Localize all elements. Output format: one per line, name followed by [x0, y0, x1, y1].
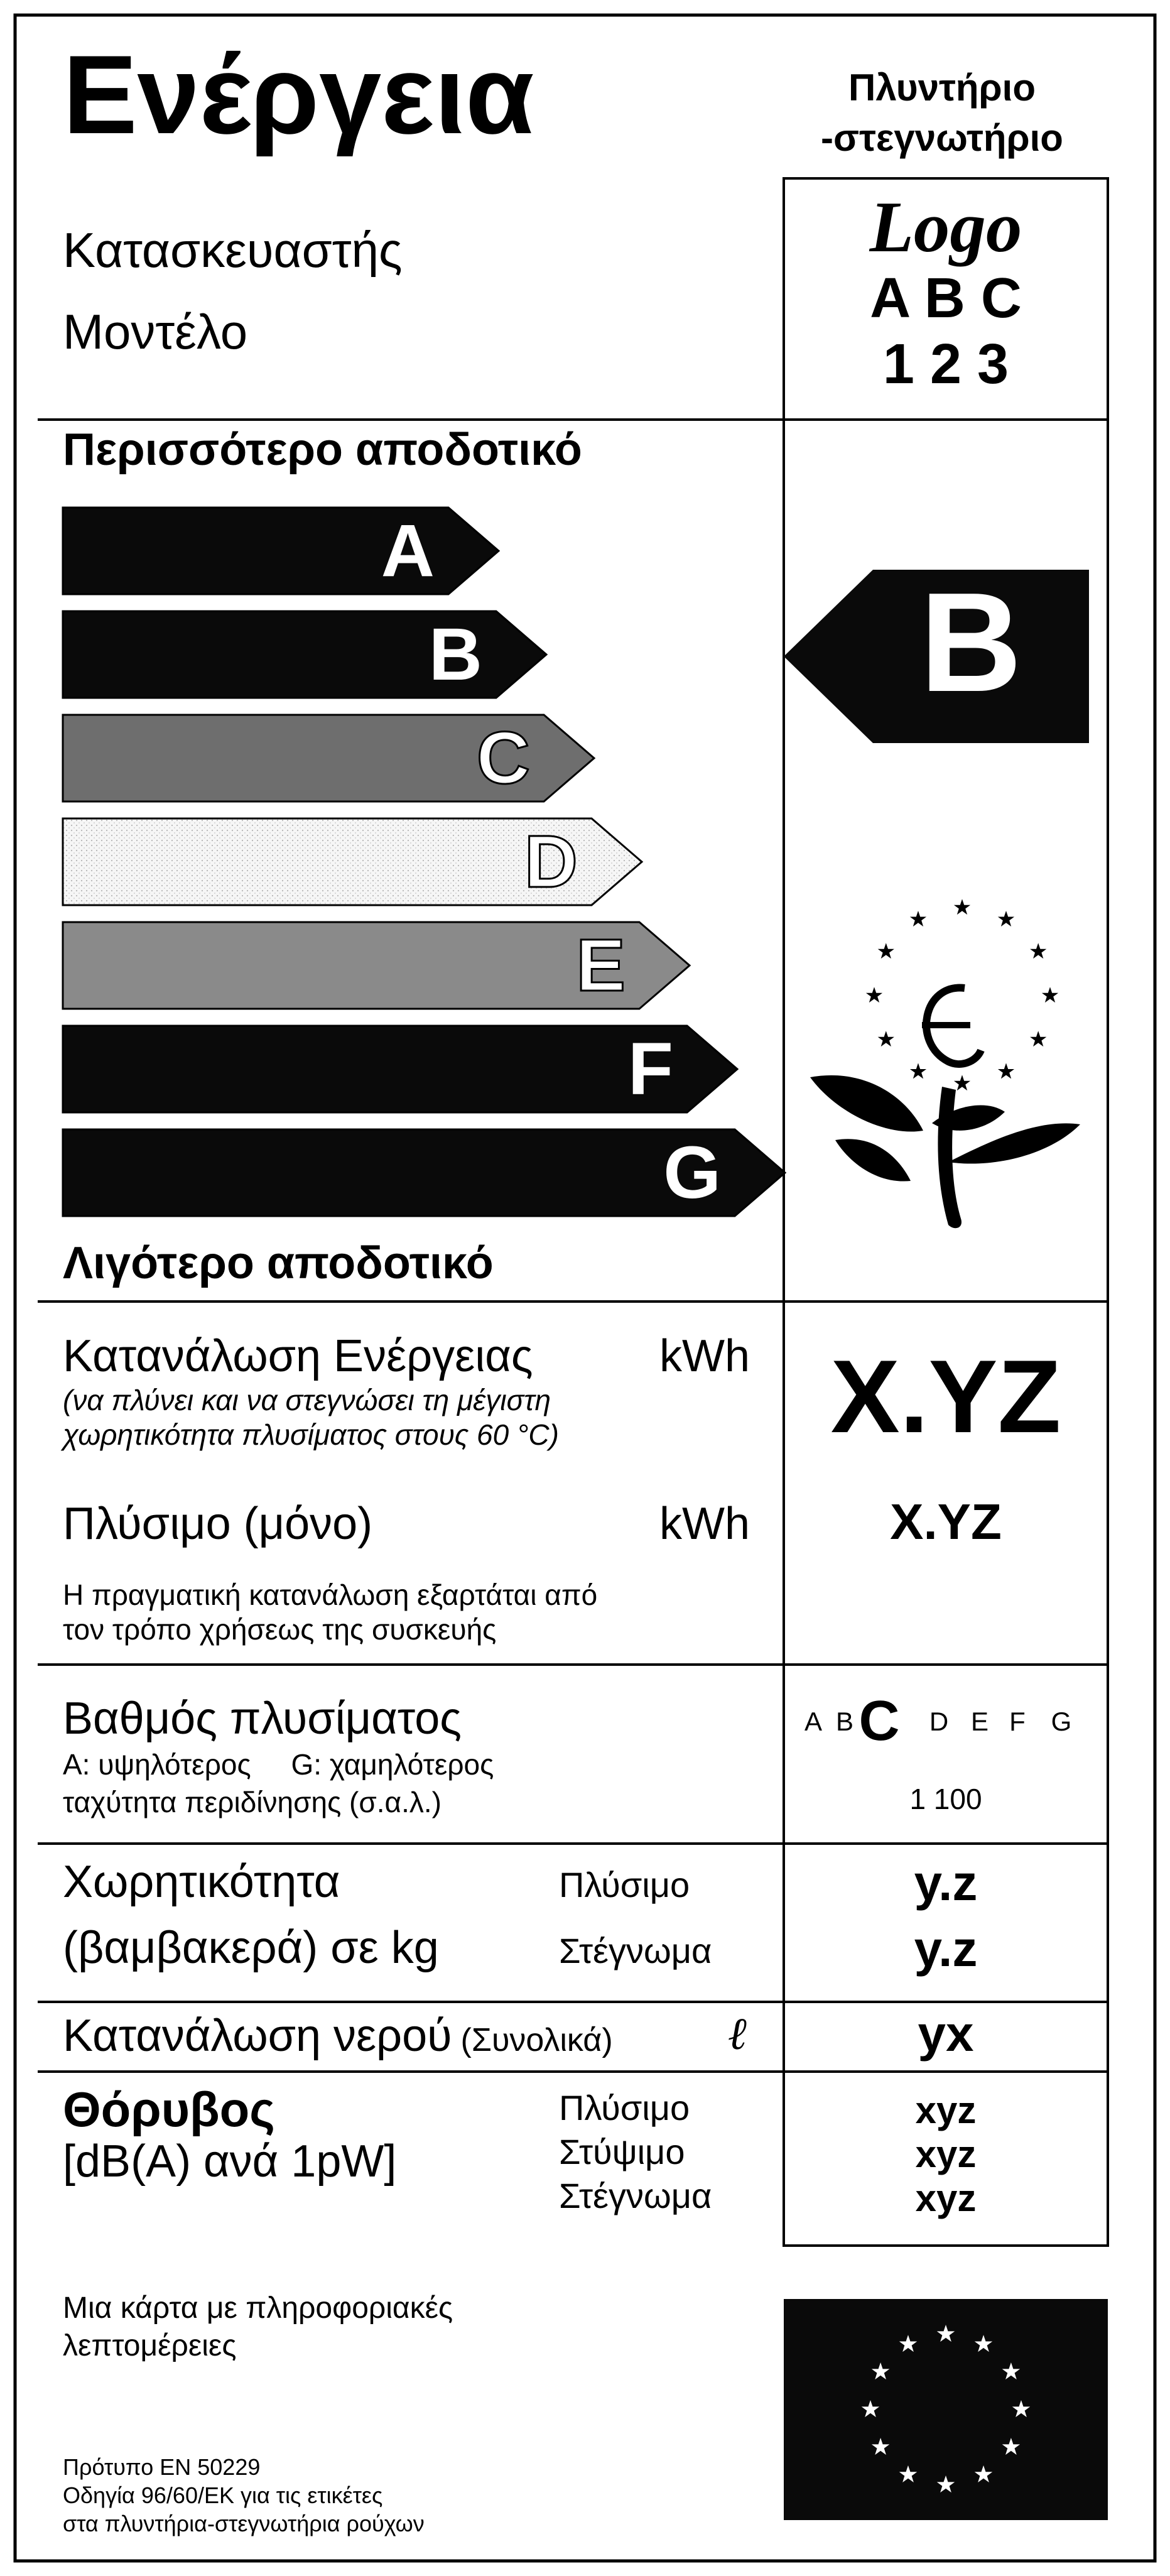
wash-grade-letter-c: C [859, 1690, 900, 1753]
water-label-text: Κατανάλωση νερού [63, 2011, 452, 2061]
logo-number: 1 2 3 [882, 333, 1009, 396]
noise-dry-value: xyz [915, 2177, 977, 2219]
wash-only-value: X.YZ [890, 1494, 1002, 1550]
wash-only-unit: kWh [659, 1499, 750, 1549]
capacity-dry-label: Στέγνωμα [559, 1931, 712, 1970]
eu-flag-icon [784, 2299, 1108, 2520]
noise-unit: [dB(A) ανά 1pW] [63, 2136, 397, 2187]
noise-spin-value: xyz [915, 2133, 977, 2175]
model-label: Μοντέλο [63, 304, 248, 359]
efficiency-class-letter-d: D [524, 820, 578, 903]
efficiency-class-letter-g: G [663, 1131, 721, 1214]
noise-wash-label: Πλύσιμο [559, 2088, 690, 2128]
wash-only-note-line2: τον τρόπο χρήσεως της συσκευής [63, 1613, 497, 1646]
efficiency-class-letter-f: F [627, 1028, 673, 1111]
wash-grade-scale: A: υψηλότερος G: χαμηλότερος [63, 1748, 494, 1781]
wash-grade-label: Βαθμός πλυσίματος [63, 1693, 462, 1744]
directive-line2: στα πλυντήρια-στεγνωτήρια ρούχων [63, 2511, 425, 2536]
noise-spin-label: Στύψιμο [559, 2132, 685, 2171]
wash-only-label: Πλύσιμο (μόνο) [63, 1499, 373, 1549]
efficiency-class-letter-a: A [381, 509, 435, 592]
wash-grade-letter-b: B [835, 1707, 854, 1736]
water-unit: ℓ [729, 2009, 748, 2059]
wash-only-note-line1: Η πραγματική κατανάλωση εξαρτάται από [63, 1579, 598, 1611]
info-sheet-line1: Μια κάρτα με πληροφοριακές [63, 2291, 453, 2325]
noise-dry-label: Στέγνωμα [559, 2176, 712, 2215]
wash-grade-letter-g: G [1051, 1707, 1072, 1736]
spin-speed-value: 1 100 [909, 1783, 982, 1815]
wash-grade-letter-f: F [1009, 1707, 1026, 1736]
water-consumption-value: yx [918, 2006, 974, 2062]
efficiency-class-letter-b: B [428, 613, 482, 696]
wash-grade-letter-d: D [929, 1707, 949, 1736]
energy-consumption-label: Κατανάλωση Ενέργειας [63, 1331, 533, 1381]
water-sublabel: (Συνολικά) [460, 2022, 613, 2058]
energy-note-line1: (να πλύνει και να στεγνώσει τη μέγιστη [63, 1384, 551, 1416]
wash-grade-letter-a: A [804, 1707, 823, 1736]
capacity-wash-label: Πλύσιμο [559, 1865, 690, 1905]
energy-note-line2: χωρητικότητα πλυσίματος στους 60 °C) [63, 1418, 559, 1451]
appliance-type-line2: -στεγνωτήριο [821, 117, 1063, 159]
efficiency-class-letter-e: E [576, 924, 626, 1007]
less-efficient-label: Λιγότερο αποδοτικό [63, 1238, 494, 1288]
manufacturer-label: Κατασκευαστής [63, 222, 403, 278]
capacity-label-line2: (βαμβακερά) σε kg [63, 1923, 439, 1973]
noise-wash-value: xyz [915, 2089, 977, 2131]
energy-unit: kWh [659, 1331, 750, 1381]
label-title: Ενέργεια [63, 32, 534, 157]
capacity-label-line1: Χωρητικότητα [63, 1857, 340, 1907]
logo-word: Logo [869, 187, 1022, 267]
logo-code: A B C [870, 267, 1022, 330]
wash-grade-letter-e: E [970, 1707, 989, 1736]
standard-reference: Πρότυπο EN 50229 [63, 2454, 261, 2480]
capacity-dry-value: y.z [914, 1921, 978, 1977]
energy-consumption-value: X.YZ [830, 1339, 1061, 1454]
appliance-type-line1: Πλυντήριο [848, 67, 1036, 109]
capacity-wash-value: y.z [914, 1855, 978, 1911]
more-efficient-label: Περισσότερο αποδοτικό [63, 425, 582, 475]
spin-speed-label: ταχύτητα περιδίνησης (σ.α.λ.) [63, 1786, 441, 1818]
efficiency-class-letter-c: C [476, 717, 530, 800]
rated-class-letter: B [919, 563, 1022, 721]
info-sheet-line2: λεπτομέρειες [63, 2329, 237, 2362]
directive-line1: Οδηγία 96/60/ΕΚ για τις ετικέτες [63, 2482, 383, 2508]
noise-label: Θόρυβος [63, 2082, 275, 2137]
